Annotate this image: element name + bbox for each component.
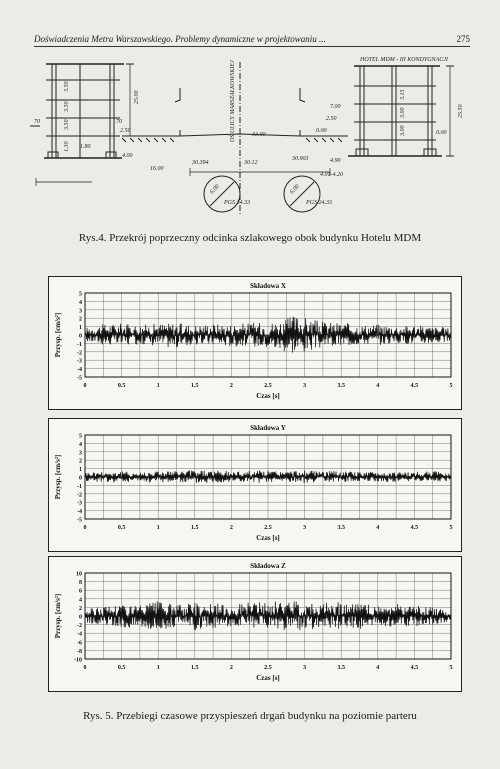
y-tick-label: 1 [79, 467, 82, 474]
level-490: 4.90 [330, 158, 341, 164]
y-tick-label: -8 [77, 648, 82, 655]
ground-line [30, 126, 348, 142]
x-tick-label: 0 [83, 383, 87, 389]
y-tick-label: 3 [79, 308, 82, 315]
y-tick-label: 3 [79, 450, 82, 457]
y-tick-label: 2 [79, 458, 82, 465]
x-tick-label: 0.5 [117, 665, 126, 671]
x-tick-label: 2.5 [264, 525, 272, 531]
chart-title: Składowa Y [250, 424, 286, 432]
x-tick-label: 3 [303, 525, 307, 531]
storey-right-3: 3.00 [400, 125, 406, 136]
y-tick-label: 0 [79, 614, 82, 621]
x-tick-label: 2 [229, 525, 233, 531]
y-tick-label: -2 [77, 350, 82, 357]
x-tick-label: 5 [449, 665, 453, 671]
x-tick-label: 4 [376, 383, 380, 389]
street-axis-label: OŚ ULICY MARSZAŁKOWSKIEJ [230, 60, 236, 142]
running-title: Doświadczenia Metra Warszawskiego. Problemy dynamiczne w projektowaniu ... [34, 34, 326, 44]
x-tick-label: 1.5 [191, 383, 199, 389]
x-tick-label: 0 [83, 665, 87, 671]
tube-right-diameter: 6.00 [289, 183, 301, 196]
level-3012: 30.12 [244, 160, 258, 166]
x-tick-label: 2.5 [264, 383, 272, 389]
y-tick-label: 5 [79, 291, 82, 298]
y-tick-label: -2 [77, 492, 82, 499]
x-tick-label: 3.5 [337, 383, 345, 389]
level-30394: 30.394 [192, 160, 209, 166]
right-building [348, 66, 442, 156]
x-tick-label: 4 [376, 525, 380, 531]
dim-left-height: 25.00 [134, 90, 140, 104]
dim-right-height: 25.50 [458, 104, 464, 118]
y-tick-label: 1 [79, 325, 82, 332]
chart-y-svg [49, 419, 461, 551]
level-000-b: 0.00 [436, 130, 447, 136]
y-axis-label: Przysp. [cm/s²] [54, 312, 62, 358]
x-tick-label: 1.5 [191, 525, 199, 531]
running-header [34, 34, 470, 47]
y-tick-label: -4 [77, 509, 82, 516]
x-tick-label: 4 [376, 665, 380, 671]
y-axis-label: Przysp. [cm/s²] [54, 593, 62, 639]
street-profile [122, 134, 300, 136]
x-tick-label: 3 [303, 665, 307, 671]
level-1600: 16.00 [150, 166, 164, 172]
x-tick-label: 1 [156, 525, 160, 531]
x-tick-label: 0.5 [117, 525, 126, 531]
level-3300: 33.00 [252, 132, 266, 138]
y-tick-label: -6 [77, 640, 82, 647]
y-tick-label: -1 [77, 483, 82, 490]
y-tick-label: -5 [77, 375, 82, 382]
storey-right-2: 3.00 [400, 107, 406, 118]
y-tick-label: -2 [77, 623, 82, 630]
y-tick-label: 4 [79, 597, 82, 604]
chart-title: Składowa Z [250, 562, 286, 570]
figure-4-caption: Rys.4. Przekrój poprzeczny odcinka szlakowego obok budynku Hotelu MDM [78, 232, 422, 244]
level-30903: 30.903 [292, 156, 309, 162]
y-tick-label: -4 [77, 631, 82, 638]
x-tick-label: 2.5 [264, 665, 272, 671]
x-tick-label: 0.5 [117, 383, 126, 389]
level-700: 7.00 [330, 104, 341, 110]
storey-left-2: 3.50 [64, 101, 70, 112]
x-tick-label: 4.5 [410, 665, 419, 671]
level-70-left: 70 [34, 119, 40, 125]
cross-section-drawing [30, 56, 470, 224]
storey-left-4: 1.30 [64, 141, 70, 152]
hotel-label: HOTEL MDM - III KONDYGNACJI [360, 57, 448, 63]
x-tick-label: 3 [303, 383, 307, 389]
storey-right-1: 3.15 [400, 89, 406, 100]
x-axis-label: Czas [s] [256, 534, 280, 542]
x-tick-label: 1 [156, 665, 160, 671]
figure-5-caption: Rys. 5. Przebiegi czasowe przyspieszeń drgań budynku na poziomie parteru [83, 710, 417, 722]
level-4220: 4.01-4.20 [320, 172, 343, 178]
y-tick-label: 0 [79, 333, 82, 340]
x-tick-label: 2 [229, 383, 233, 389]
y-tick-label: 5 [79, 433, 82, 440]
y-axis-label: Przysp. [cm/s²] [54, 454, 62, 500]
storey-left-1: 3.50 [64, 81, 70, 92]
y-tick-label: 6 [79, 588, 82, 595]
y-tick-label: 8 [79, 580, 82, 587]
y-tick-label: -3 [77, 358, 82, 365]
level-250-right: 2.50 [326, 116, 337, 122]
level-000-a: 0.00 [316, 128, 327, 134]
x-tick-label: 0 [83, 525, 87, 531]
y-tick-label: 4 [79, 299, 82, 306]
y-tick-label: 2 [79, 316, 82, 323]
x-tick-label: 5 [449, 525, 453, 531]
x-tick-label: 4.5 [410, 525, 419, 531]
x-tick-label: 1.5 [191, 665, 199, 671]
tube-left-diameter: 6.00 [209, 183, 221, 196]
x-tick-label: 3.5 [337, 525, 345, 531]
page-number: 275 [456, 34, 470, 44]
level-250: 2.50 [120, 128, 131, 134]
y-tick-label: -1 [77, 341, 82, 348]
tube-left-label: PGS 24.33 [224, 200, 250, 206]
level-180: 1.80 [80, 144, 91, 150]
level-400: 4.00 [122, 153, 133, 159]
tube-right-label: PGS 24.33 [306, 200, 332, 206]
x-tick-label: 3.5 [337, 665, 345, 671]
y-tick-label: 4 [79, 441, 82, 448]
y-tick-label: 2 [79, 605, 82, 612]
chart-z-svg [49, 557, 461, 691]
y-tick-label: -10 [74, 657, 82, 664]
level-70-right: 70 [116, 119, 122, 125]
x-tick-label: 1 [156, 383, 160, 389]
y-tick-label: -4 [77, 367, 82, 374]
chart-z [48, 556, 462, 692]
x-axis-label: Czas [s] [256, 674, 280, 682]
x-tick-label: 5 [449, 383, 453, 389]
chart-y [48, 418, 462, 552]
y-tick-label: 10 [76, 571, 82, 578]
chart-x [48, 276, 462, 410]
chart-x-svg [49, 277, 461, 409]
y-tick-label: -3 [77, 500, 82, 507]
x-tick-label: 4.5 [410, 383, 419, 389]
x-tick-label: 2 [229, 665, 233, 671]
storey-left-3: 3.50 [64, 119, 70, 130]
y-tick-label: -5 [77, 517, 82, 524]
chart-title: Składowa X [250, 282, 286, 290]
x-axis-label: Czas [s] [256, 392, 280, 400]
y-tick-label: 0 [79, 475, 82, 482]
